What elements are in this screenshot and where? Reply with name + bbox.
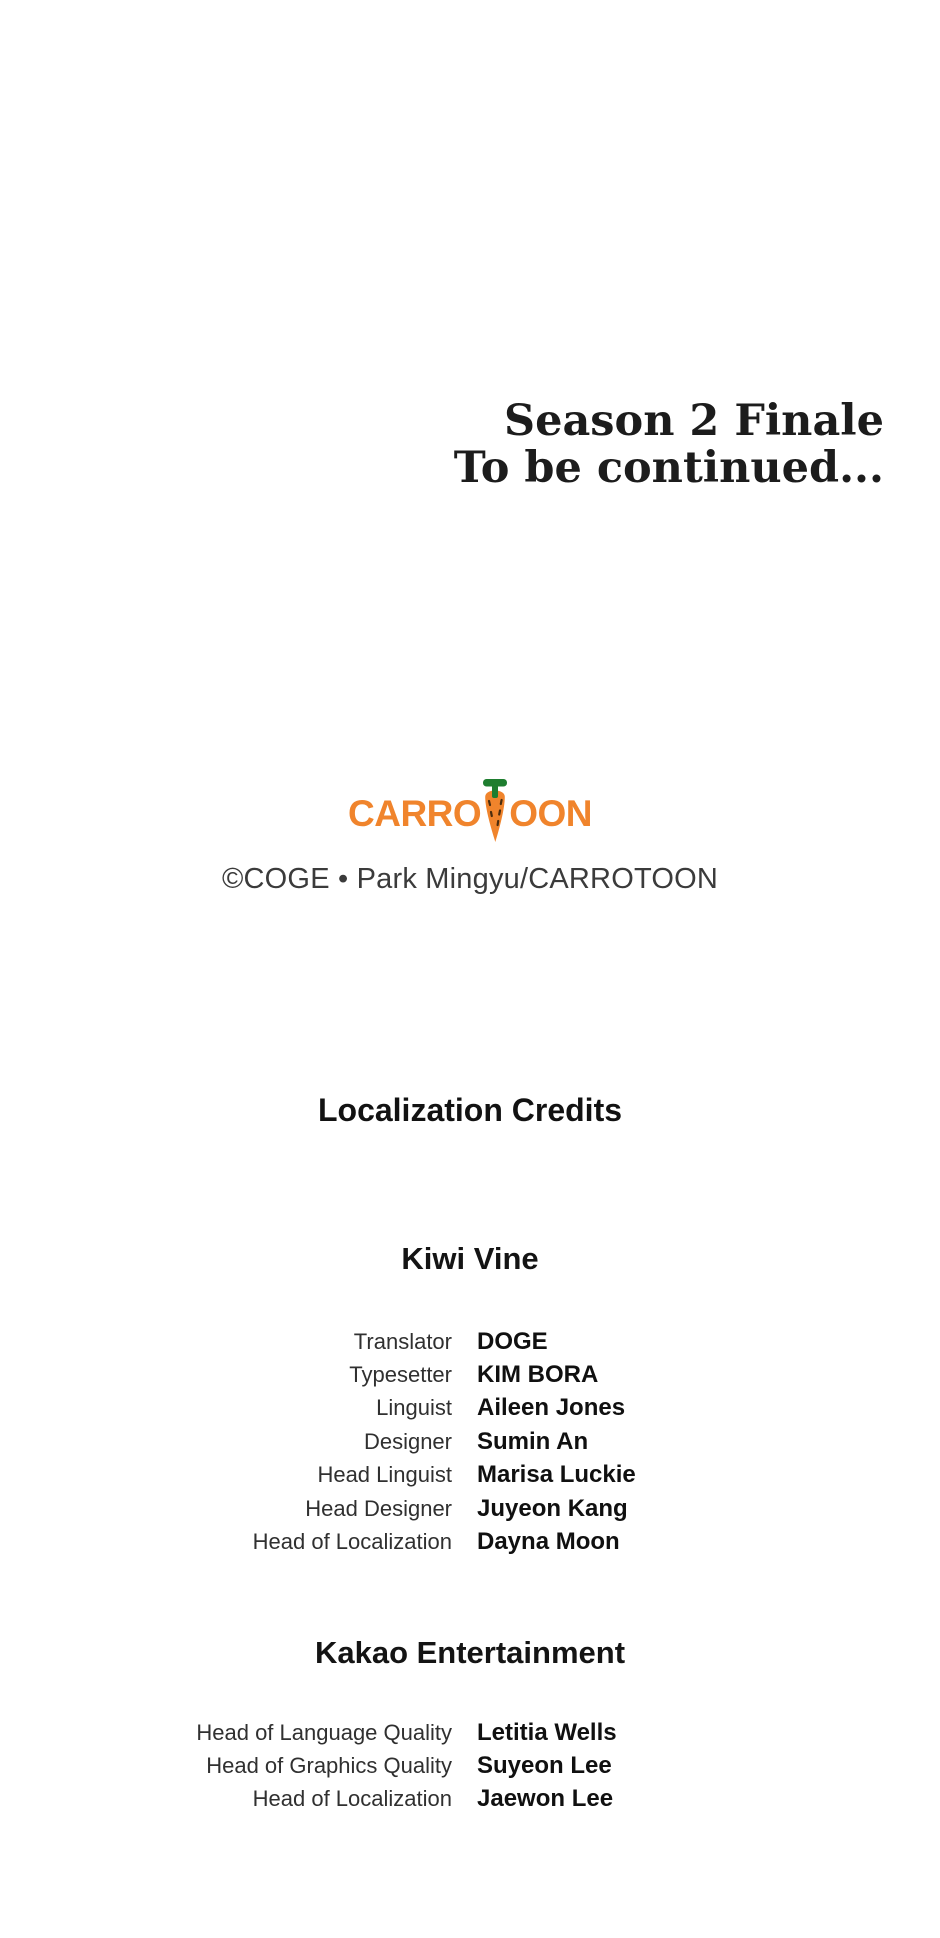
logo-text-left: CARRO: [348, 793, 482, 834]
credit-name: Suyeon Lee: [477, 1752, 612, 1780]
carrot-body: [485, 791, 505, 843]
credit-row: [0, 1492, 940, 1525]
finale-line2: To be continued...: [453, 443, 884, 493]
credit-row: [0, 1358, 940, 1391]
credit-row: [0, 1459, 940, 1492]
credit-role: Head of Localization: [252, 1786, 452, 1812]
logo-text-right: OON: [509, 793, 592, 834]
credit-role: Translator: [353, 1328, 452, 1354]
credit-row: [0, 1392, 940, 1425]
credit-name: Aileen Jones: [477, 1394, 626, 1422]
credit-row: [0, 1525, 940, 1558]
credit-role: Typesetter: [349, 1362, 452, 1388]
credit-row: [0, 1716, 940, 1749]
credit-name: KIM BORA: [477, 1361, 599, 1389]
credits-table-kiwi-vine: [0, 1325, 940, 1559]
credit-row: [0, 1749, 940, 1782]
credit-row: [0, 1783, 940, 1816]
finale-message: [454, 398, 884, 492]
credit-name: Letitia Wells: [477, 1718, 617, 1746]
credit-name: Juyeon Kang: [477, 1494, 628, 1522]
credit-role: Head of Graphics Quality: [206, 1753, 452, 1779]
credit-role: Head of Language Quality: [196, 1719, 452, 1745]
credit-role: Linguist: [376, 1395, 452, 1421]
finale-line1: Season 2 Finale: [504, 396, 884, 446]
credit-row: [0, 1425, 940, 1458]
credit-name: Dayna Moon: [477, 1528, 620, 1556]
carrotoon-logo: [0, 775, 940, 847]
credits-table-kakao-entertainment: [0, 1716, 940, 1816]
credit-name: Jaewon Lee: [477, 1785, 614, 1813]
credit-name: Sumin An: [477, 1427, 589, 1455]
section-heading-kiwi-vine: Kiwi Vine: [401, 1241, 539, 1276]
credit-name: DOGE: [477, 1327, 548, 1355]
credit-role: Head Designer: [305, 1495, 452, 1521]
credit-row: [0, 1325, 940, 1358]
carrot-top-bar: [483, 779, 507, 787]
localization-credits-title: Localization Credits: [317, 1092, 623, 1128]
credit-role: Head of Localization: [252, 1529, 452, 1555]
copyright-text: ©COGE • Park Mingyu/CARROTOON: [221, 863, 719, 895]
carrot-icon: [482, 778, 508, 844]
credit-role: Head Linguist: [317, 1462, 452, 1488]
credit-name: Marisa Luckie: [477, 1461, 636, 1489]
credit-role: Designer: [363, 1428, 452, 1454]
section-heading-kakao-entertainment: Kakao Entertainment: [314, 1635, 626, 1670]
